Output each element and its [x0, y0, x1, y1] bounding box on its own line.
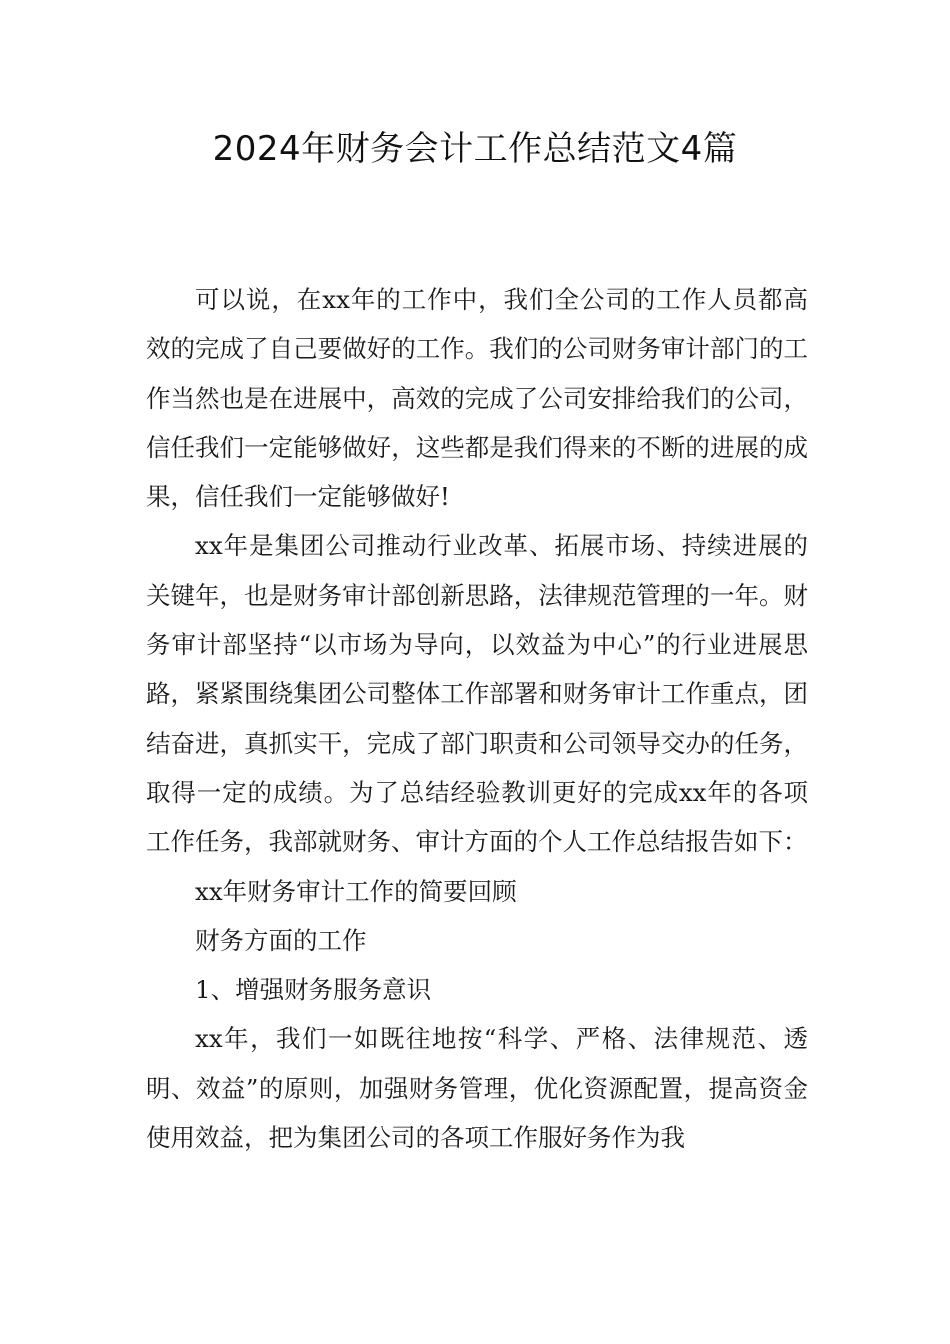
heading-review: xx年财务审计工作的简要回顾: [195, 876, 517, 906]
heading-finance-work: 财务方面的工作: [195, 925, 367, 955]
paragraph-overview: xx年是集团公司推动行业改革、拓展市场、持续进展的关键年，也是财务审计部创新思路，法律规范管理的一年。财务审计部坚持“以市场为导向，以效益为中心”的行业进展思路，紧紧围绕集团公司整体工作部署和财务审计工作重点，团结奋进，真抓实干，完成了部门职责和公司领导交办的任务，取得一定的成绩。为了总结经验教训更好的完成xx年的各项工作任务，我部就财务、审计方面的个人工作总结报告如下：: [146, 531, 808, 857]
heading-service-awareness: 1、增强财务服务意识: [195, 975, 432, 1005]
paragraph-principles: xx年，我们一如既往地按“科学、严格、法律规范、透明、效益”的原则，加强财务管理，优化资源配置，提高资金使用效益，把为集团公司的各项工作服好务作为我: [146, 1024, 808, 1153]
paragraph-intro: 可以说，在xx年的工作中，我们全公司的工作人员都高效的完成了自己要做好的工作。我们的公司财务审计部门的工作当然也是在进展中，高效的完成了公司安排给我们的公司，信任我们一定能够做好，这些都是我们得来的不断的进展的成果，信任我们一定能够做好!: [146, 285, 808, 512]
document-body: [146, 275, 808, 1162]
document-title: 2024年财务会计工作总结范文4篇: [212, 129, 738, 169]
